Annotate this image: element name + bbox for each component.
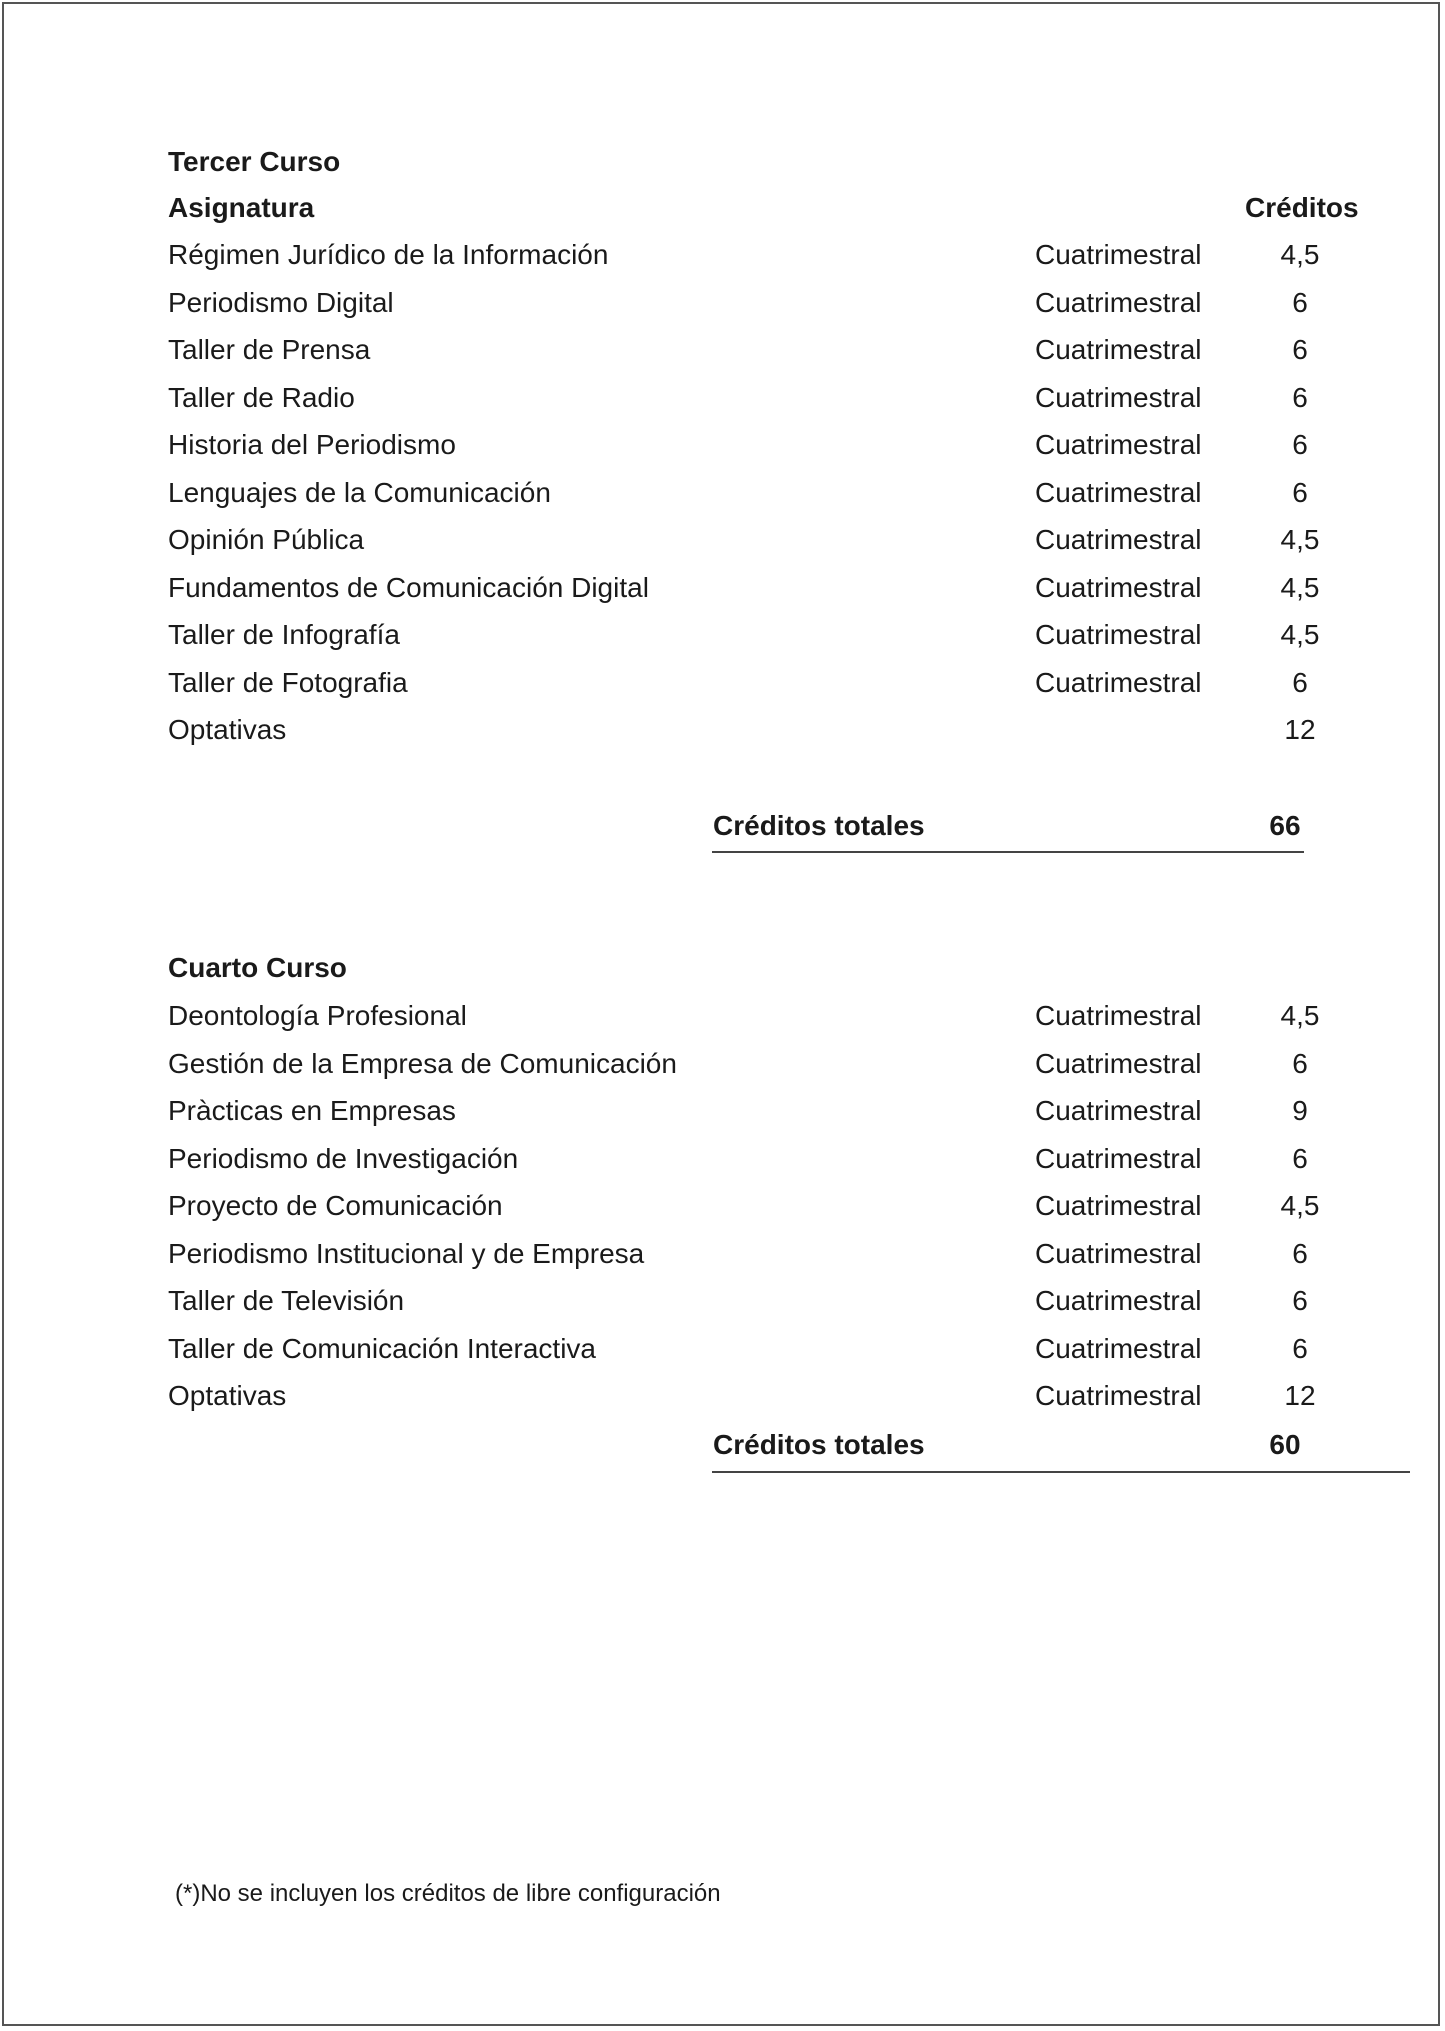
subject-credits: 12 (1284, 714, 1316, 745)
table-row (0, 1042, 1445, 1086)
cuarto-curso-title: Cuarto Curso (168, 952, 347, 983)
subject-name: Historia del Periodismo (168, 429, 456, 460)
subject-name: Periodismo Digital (168, 286, 394, 318)
subject-name: Optativas (168, 714, 287, 745)
table-row (0, 281, 1445, 325)
tercer-total-label: Créditos totales (713, 810, 925, 841)
subject-name: Taller de Radio (168, 381, 355, 413)
tercer-header-row (0, 186, 1445, 230)
table-row (0, 328, 1445, 372)
subject-credits: 6 (1292, 429, 1308, 460)
subject-type: Cuatrimestral (1035, 381, 1202, 413)
subject-type: Cuatrimestral (1035, 1380, 1202, 1411)
column-header-creditos: Créditos (1245, 192, 1359, 223)
subject-credits: 4,5 (1280, 239, 1320, 270)
table-row (0, 423, 1445, 467)
subject-type: Cuatrimestral (1035, 429, 1202, 460)
table-row (0, 471, 1445, 515)
table-row (0, 1327, 1445, 1371)
table-row (0, 661, 1445, 705)
subject-name: Fundamentos de Comunicación Digital (168, 571, 649, 603)
tercer-total-row (0, 804, 1445, 848)
subject-type: Cuatrimestral (1035, 524, 1202, 555)
cuarto-total-value: 60 (1269, 1429, 1301, 1460)
table-row (0, 233, 1445, 277)
subject-type: Cuatrimestral (1035, 239, 1202, 270)
subject-type: Cuatrimestral (1035, 1190, 1202, 1221)
table-row (0, 376, 1445, 420)
tercer-curso-title: Tercer Curso (168, 146, 341, 177)
subject-credits: 4,5 (1280, 524, 1320, 555)
subject-name: Periodismo de Investigación (168, 1142, 519, 1174)
subject-credits: 4,5 (1280, 619, 1320, 650)
table-row (0, 994, 1445, 1038)
subject-credits: 6 (1292, 1285, 1308, 1316)
subject-name: Taller de Infografía (168, 619, 400, 650)
subject-name: Deontología Profesional (168, 1000, 467, 1031)
subject-name: Taller de Televisión (168, 1285, 405, 1316)
subject-type: Cuatrimestral (1035, 1332, 1202, 1364)
subject-type: Cuatrimestral (1035, 619, 1202, 650)
subject-type: Cuatrimestral (1035, 666, 1202, 698)
subject-credits: 6 (1292, 286, 1308, 318)
subject-credits: 6 (1292, 1237, 1308, 1269)
subject-credits: 4,5 (1280, 571, 1320, 603)
subject-credits: 9 (1292, 1095, 1308, 1126)
subject-credits: 6 (1292, 334, 1308, 365)
table-row (0, 518, 1445, 562)
cuarto-total-rule (712, 1471, 1410, 1473)
subject-type: Cuatrimestral (1035, 476, 1202, 508)
subject-name: Pràcticas en Empresas (168, 1095, 456, 1126)
subject-type: Cuatrimestral (1035, 1095, 1202, 1126)
table-row (0, 1374, 1445, 1418)
subject-name: Proyecto de Comunicación (168, 1190, 503, 1221)
tercer-title-row (0, 140, 1445, 184)
tercer-total-rule (712, 851, 1304, 853)
subject-credits: 6 (1292, 1332, 1308, 1364)
cuarto-title-row (0, 946, 1445, 990)
subject-credits: 6 (1292, 381, 1308, 413)
subject-name: Taller de Prensa (168, 334, 371, 365)
subject-type: Cuatrimestral (1035, 1285, 1202, 1316)
subject-name: Optativas (168, 1380, 287, 1411)
subject-type: Cuatrimestral (1035, 286, 1202, 318)
subject-type: Cuatrimestral (1035, 1047, 1202, 1079)
subject-name: Opinión Pública (168, 524, 365, 555)
table-row (0, 708, 1445, 752)
footnote: (*)No se incluyen los créditos de libre configuración (175, 1880, 721, 1907)
subject-type: Cuatrimestral (1035, 1000, 1202, 1031)
subject-name: Periodismo Institucional y de Empresa (168, 1237, 645, 1269)
cuarto-total-row (0, 1423, 1445, 1467)
subject-credits: 6 (1292, 1047, 1308, 1079)
table-row (0, 613, 1445, 657)
table-row (0, 1279, 1445, 1323)
table-row (0, 566, 1445, 610)
subject-credits: 4,5 (1280, 1000, 1320, 1031)
subject-name: Gestión de la Empresa de Comunicación (168, 1047, 677, 1079)
table-row (0, 1184, 1445, 1228)
subject-credits: 6 (1292, 476, 1308, 508)
table-row (0, 1232, 1445, 1276)
cuarto-total-label: Créditos totales (713, 1429, 925, 1460)
subject-type: Cuatrimestral (1035, 1237, 1202, 1269)
column-header-asignatura: Asignatura (168, 192, 315, 223)
subject-type: Cuatrimestral (1035, 571, 1202, 603)
subject-name: Lenguajes de la Comunicación (168, 476, 551, 508)
subject-name: Taller de Fotografia (168, 666, 408, 698)
subject-type: Cuatrimestral (1035, 334, 1202, 365)
subject-name: Taller de Comunicación Interactiva (168, 1332, 596, 1364)
table-row (0, 1137, 1445, 1181)
subject-type: Cuatrimestral (1035, 1142, 1202, 1174)
table-row (0, 1089, 1445, 1133)
subject-name: Régimen Jurídico de la Información (168, 239, 609, 270)
tercer-total-value: 66 (1269, 810, 1301, 841)
subject-credits: 12 (1284, 1380, 1316, 1411)
subject-credits: 4,5 (1280, 1190, 1320, 1221)
subject-credits: 6 (1292, 1142, 1308, 1174)
subject-credits: 6 (1292, 666, 1308, 698)
